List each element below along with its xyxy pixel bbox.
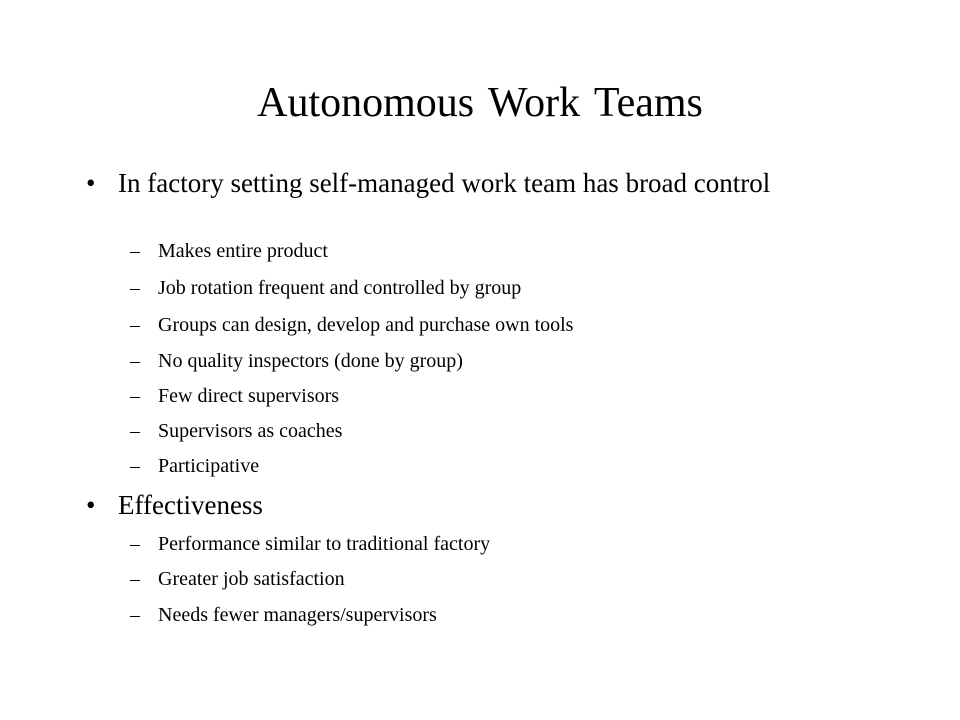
dash-glyph: – — [130, 350, 140, 372]
sub-bullet-item — [130, 276, 810, 300]
bullet-item — [86, 490, 808, 521]
dash-glyph: – — [130, 568, 140, 590]
sub-bullet-text: Groups can design, develop and purchase own tools — [158, 314, 574, 336]
sub-bullet-text: Participative — [158, 455, 260, 477]
sub-bullet-text: No quality inspectors (done by group) — [158, 350, 463, 372]
dash-glyph: – — [130, 533, 140, 555]
sub-bullet-text: Greater job satisfaction — [158, 568, 345, 590]
dash-glyph: – — [130, 314, 140, 336]
bullet-item — [86, 168, 808, 199]
dash-glyph: – — [130, 420, 140, 442]
sub-bullet-item — [130, 532, 810, 556]
sub-bullet-text: Needs fewer managers/supervisors — [158, 604, 437, 626]
sub-bullet-text: Supervisors as coaches — [158, 420, 343, 442]
dash-glyph: – — [130, 455, 140, 477]
bullet-text: Effectiveness — [118, 490, 263, 520]
bullet-text: In factory setting self-managed work team has broad control — [118, 168, 771, 198]
dash-glyph: – — [130, 240, 140, 262]
sub-bullet-item — [130, 313, 810, 337]
slide-title: Autonomous Work Teams — [257, 80, 703, 126]
sub-bullet-item — [130, 454, 810, 478]
dash-glyph: – — [130, 385, 140, 407]
sub-bullet-item — [130, 349, 810, 373]
dash-glyph: – — [130, 277, 140, 299]
sub-bullet-text: Makes entire product — [158, 240, 328, 262]
sub-bullet-text: Few direct supervisors — [158, 385, 340, 407]
dash-glyph: – — [130, 604, 140, 626]
sub-bullet-item — [130, 384, 810, 408]
bullet-glyph: • — [86, 490, 96, 520]
sub-bullet-item — [130, 419, 810, 443]
sub-bullet-item — [130, 239, 810, 263]
sub-bullet-item — [130, 603, 810, 627]
sub-bullet-text: Job rotation frequent and controlled by group — [158, 277, 522, 299]
bullet-glyph: • — [86, 168, 96, 198]
sub-bullet-item — [130, 567, 810, 591]
sub-bullet-text: Performance similar to traditional factory — [158, 533, 491, 555]
